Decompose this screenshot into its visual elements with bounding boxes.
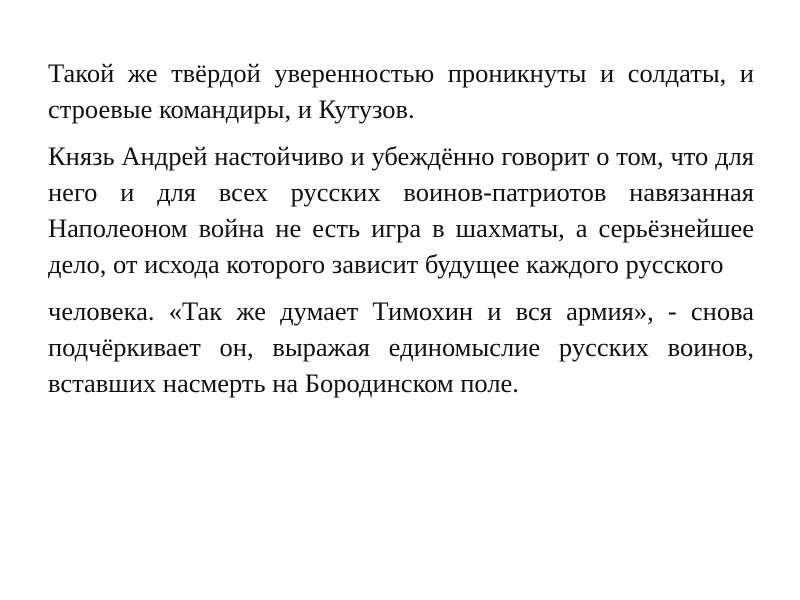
paragraph-3: человека. «Так же думает Тимохин и вся армия», - снова подчёркивает он, выражая единомыслие русских воинов, вставших насмерть на Бородинском поле. [48, 296, 754, 398]
slide-text-body [48, 55, 754, 401]
paragraph-1: Такой же твёрдой уверенностью проникнуты и солдаты, и строевые командиры, и Кутузов. [48, 58, 754, 124]
paragraph-2: Князь Андрей настойчиво и убеждённо говорит о том, что для него и для всех русских воинов-патриотов навязанная Наполеоном война не есть игра в шахматы, а серьёзнейшее дело, от исхода которого зависит будущее каждого русского [48, 141, 754, 279]
